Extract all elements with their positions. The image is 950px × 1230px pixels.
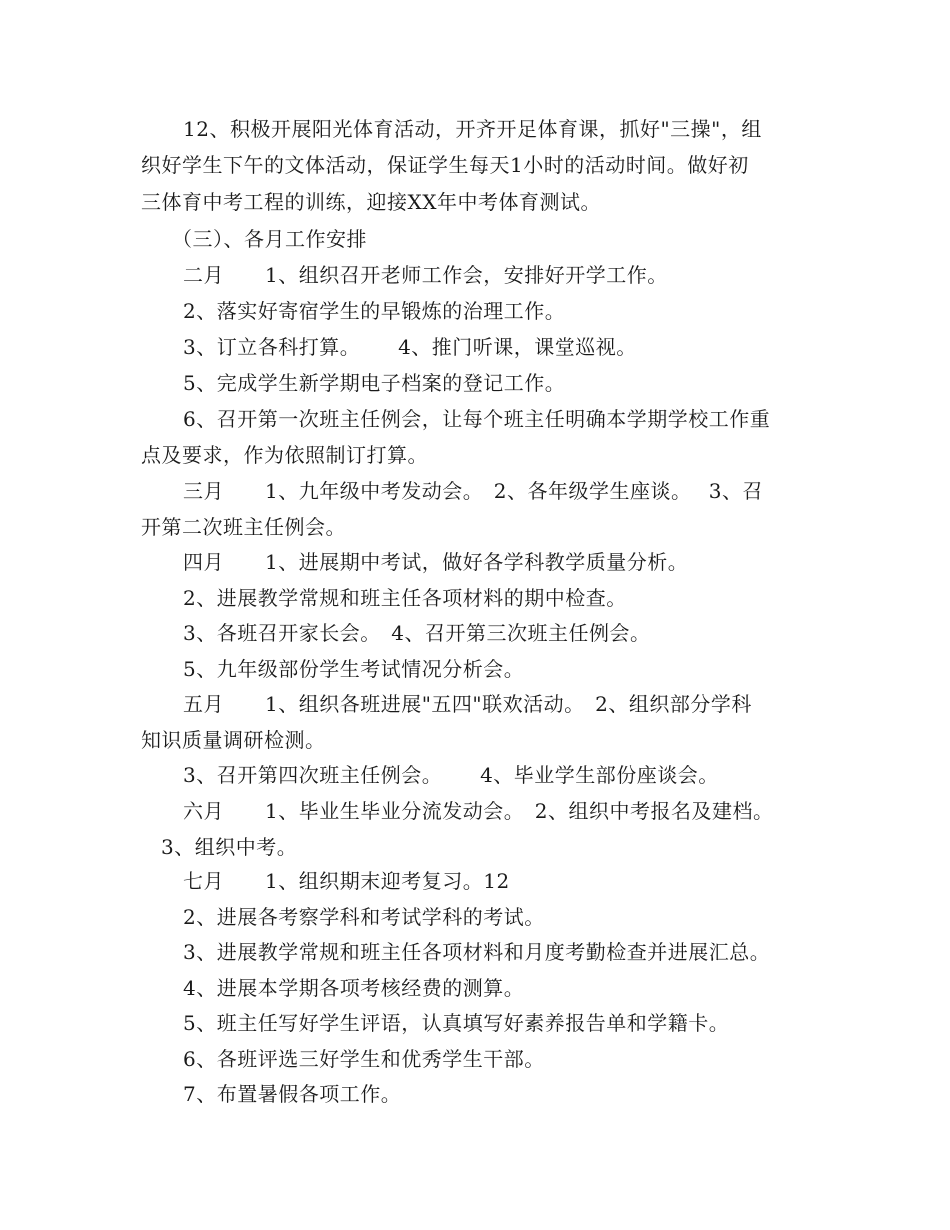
text-line: 知识质量调研检测。 — [141, 728, 326, 752]
text-line: 2、落实好寄宿学生的早锻炼的治理工作。 — [183, 299, 566, 323]
text-line: 2、进展教学常规和班主任各项材料的期中检查。 — [183, 586, 627, 610]
text-line: 织好学生下午的文体活动，保证学生每天1小时的活动时间。做好初 — [141, 153, 749, 177]
text-line: 3、组织中考。 — [161, 835, 298, 859]
text-line: 四月 1、进展期中考试，做好各学科教学质量分析。 — [183, 550, 689, 574]
text-line: 3、召开第四次班主任例会。 4、毕业学生部份座谈会。 — [183, 763, 719, 787]
text-line: 6、召开第一次班主任例会，让每个班主任明确本学期学校工作重 — [183, 407, 771, 431]
text-line: 二月 1、组织召开老师工作会，安排好开学工作。 — [183, 263, 668, 287]
text-line: 5、班主任写好学生评语，认真填写好素养报告单和学籍卡。 — [183, 1011, 730, 1035]
text-line: 12、积极开展阳光体育活动，开齐开足体育课，抓好"三操"，组 — [183, 117, 762, 141]
text-line: 五月 1、组织各班进展"五四"联欢活动。 2、组织部分学科 — [183, 692, 752, 716]
text-line: 6、各班评选三好学生和优秀学生干部。 — [183, 1047, 545, 1071]
text-line: 三体育中考工程的训练，迎接XX年中考体育测试。 — [141, 190, 601, 214]
text-line: 七月 1、组织期末迎考复习。12 — [183, 869, 510, 893]
text-line: 3、订立各科打算。 4、推门听课，课堂巡视。 — [183, 335, 637, 359]
text-line: 4、进展本学期各项考核经费的测算。 — [183, 976, 525, 1000]
text-line: 开第二次班主任例会。 — [141, 515, 346, 539]
text-line: 点及要求，作为依照制订打算。 — [141, 443, 428, 467]
text-line: 3、进展教学常规和班主任各项材料和月度考勤检查并进展汇总。 — [183, 940, 771, 964]
text-line: 7、布置暑假各项工作。 — [183, 1082, 402, 1106]
text-line: 2、进展各考察学科和考试学科的考试。 — [183, 905, 545, 929]
text-line: 5、完成学生新学期电子档案的登记工作。 — [183, 371, 566, 395]
text-line: 3、各班召开家长会。 4、召开第三次班主任例会。 — [183, 621, 651, 645]
text-line: 六月 1、毕业生毕业分流发动会。 2、组织中考报名及建档。 — [183, 799, 774, 823]
text-line: 三月 1、九年级中考发动会。 2、各年级学生座谈。 3、召 — [183, 479, 764, 503]
text-line: 5、九年级部份学生考试情况分析会。 — [183, 657, 525, 681]
section-heading: （三）、各月工作安排 — [172, 227, 367, 251]
